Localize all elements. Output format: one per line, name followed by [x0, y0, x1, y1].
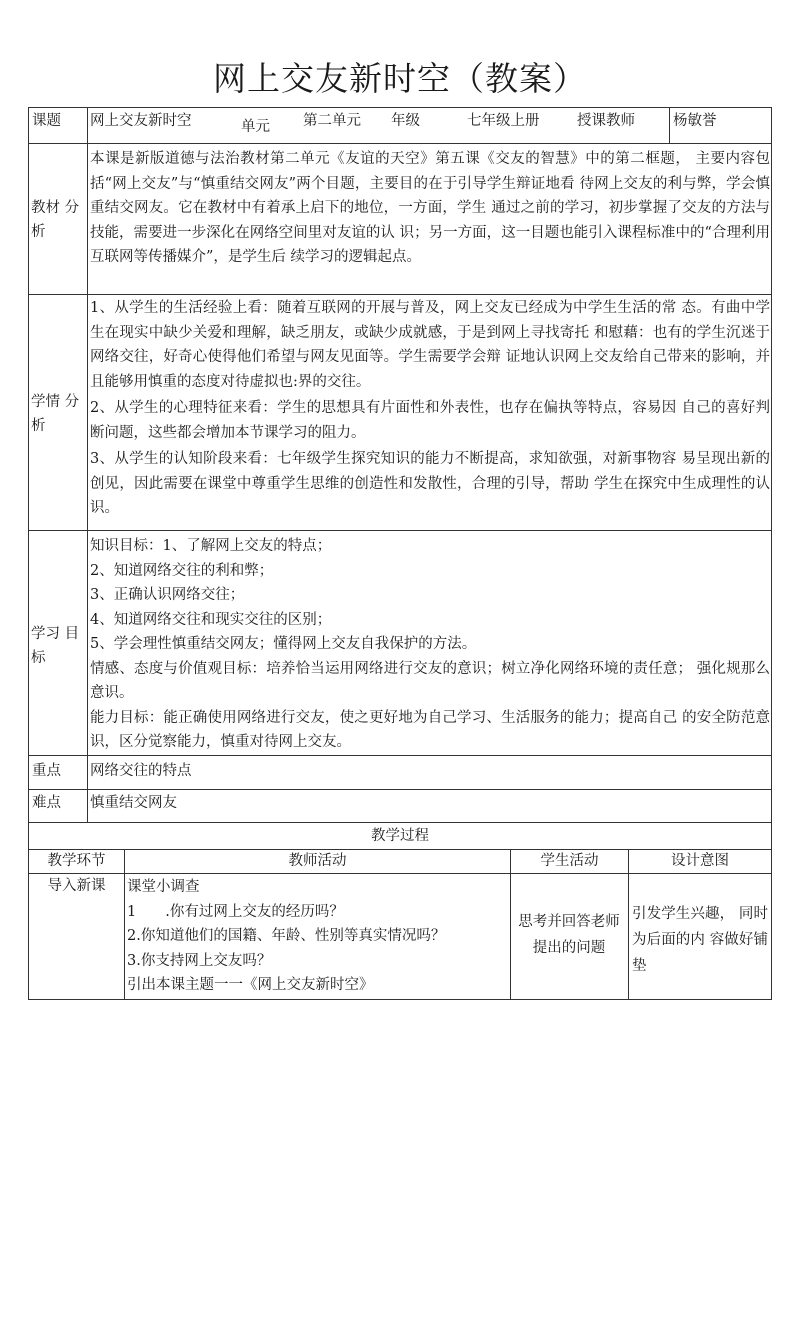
objective-item: 5、学会理性慎重结交网友；懂得网上交友自我保护的方法。 [90, 636, 477, 652]
teacher-label: 授课教师 [577, 113, 635, 129]
ability-objective: 能力目标：能正确使用网络进行交友，使之更好地为自己学习、生活服务的能力；提高自己 的安全防范意识，区分觉察能力，慎重对待网上交友。 [90, 709, 770, 750]
teacher-activity-line: 课堂小调查 [127, 879, 200, 895]
course-label: 课题 [32, 113, 61, 129]
difficulty-label: 难点 [32, 795, 61, 811]
objective-item: 2、知道网络交往的利和弊； [90, 562, 274, 579]
teacher-activity-line: 2.你知道他们的国籍、年龄、性别等真实情况吗？ [127, 928, 446, 944]
emotion-objective: 情感、态度与价值观目标：培养恰当运用网络进行交友的意识；树立净化网络环境的责任意； 强化规那么意识。 [90, 660, 770, 701]
teacher-activity-line: 3.你支持网上交友吗？ [127, 952, 272, 969]
objectives-list [90, 534, 770, 755]
student-activity-cell: 思考并回答老师提出的问题 [518, 914, 620, 956]
teacher-value: 杨敏誉 [673, 113, 717, 129]
key-point-label: 重点 [32, 763, 61, 779]
material-label: 教材 分析 [31, 200, 80, 240]
difficulty-value: 慎重结交网友 [90, 795, 177, 811]
grade-label: 年级 [391, 113, 420, 129]
unit-value: 第二单元 [303, 113, 361, 129]
objective-item: 知识目标：1、了解网上交友的特点； [90, 538, 332, 554]
header-stage: 教学环节 [47, 853, 106, 869]
learner-paragraph-1: 1、从学生的生活经验上看：随着互联网的开展与普及，网上交友已经成为中学生生活的常 态。有曲中学生在现实中缺少关爱和理解，缺乏朋友，或缺少成就感，于是到网上寻找寄托 和慰藉：也有的学生沉迷于网络交往，好奇心使得他们希望与网友见面等。学生需要学会辩 证地认识网上交友给自己带来的影响，并且能够用慎重的态度对待虚拟也:界的交往。 [90, 300, 770, 390]
header-design-intent: 设计意图 [671, 853, 729, 869]
teacher-activity-cell [127, 875, 507, 998]
document-title: 网上交友新时空（教案） [213, 59, 587, 98]
key-point-value: 网络交往的特点 [90, 763, 192, 779]
stage-cell: 导入新课 [47, 878, 106, 894]
process-title: 教学过程 [371, 828, 429, 844]
unit-label: 单元 [241, 119, 270, 135]
objective-item: 4、知道网络交往和现实交往的区别； [90, 611, 332, 628]
learner-analysis [90, 296, 770, 521]
material-text: 本课是新版道德与法治教材第二单元《友谊的天空》第五课《交友的智慧》中的第二框题， 主要内容包括“网上交友”与“慎重结交网友”两个目题，主要目的在于引导学生辩证地看 待网上交友的利与弊，学会慎重结交网友。它在教材中有着承上启下的地位，一方面，学生 通过之前的学习，初步掌握了交友的方法与技能，需要进一步深化在网络空间里对友谊的认 识；另一方面，这一目题也能引入课程标准中的“合理利用互联网等传播媒介”，是学生后 续学习的逻辑起点。 [90, 151, 770, 265]
info-table [28, 143, 772, 823]
header-row [28, 107, 772, 144]
course-value: 网上交友新时空 [90, 113, 192, 129]
header-student-activity: 学生活动 [540, 853, 599, 869]
header-teacher-activity: 教师活动 [288, 853, 347, 869]
objectives-label: 学习 目标 [31, 626, 80, 666]
objective-item: 3、正确认识网络交往； [90, 587, 245, 603]
learner-label: 学情 分析 [31, 394, 80, 434]
teacher-activity-line: 引出本课主题一一《网上交友新时空》 [127, 977, 374, 993]
teacher-activity-line: 1 .你有过网上交友的经历吗？ [127, 903, 344, 920]
design-intent-cell: 引发学生兴趣， 同时为后面的内 容做好铺垫 [632, 906, 768, 974]
process-table [28, 822, 772, 1000]
grade-value: 七年级上册 [467, 113, 540, 129]
learner-paragraph-3: 3、从学生的认知阶段来看：七年级学生探究知识的能力不断提高，求知欲强，对新事物容 易呈现出新的创见，因此需要在课堂中尊重学生思维的创造性和发散性，合理的引导，帮助 学生在探究中生成理性的认识。 [90, 451, 770, 516]
learner-paragraph-2: 2、从学生的心理特征来看：学生的思想具有片面性和外表性，也存在偏执等特点，容易因 自己的喜好判断问题，这些都会增加本节课学习的阻力。 [90, 400, 770, 441]
